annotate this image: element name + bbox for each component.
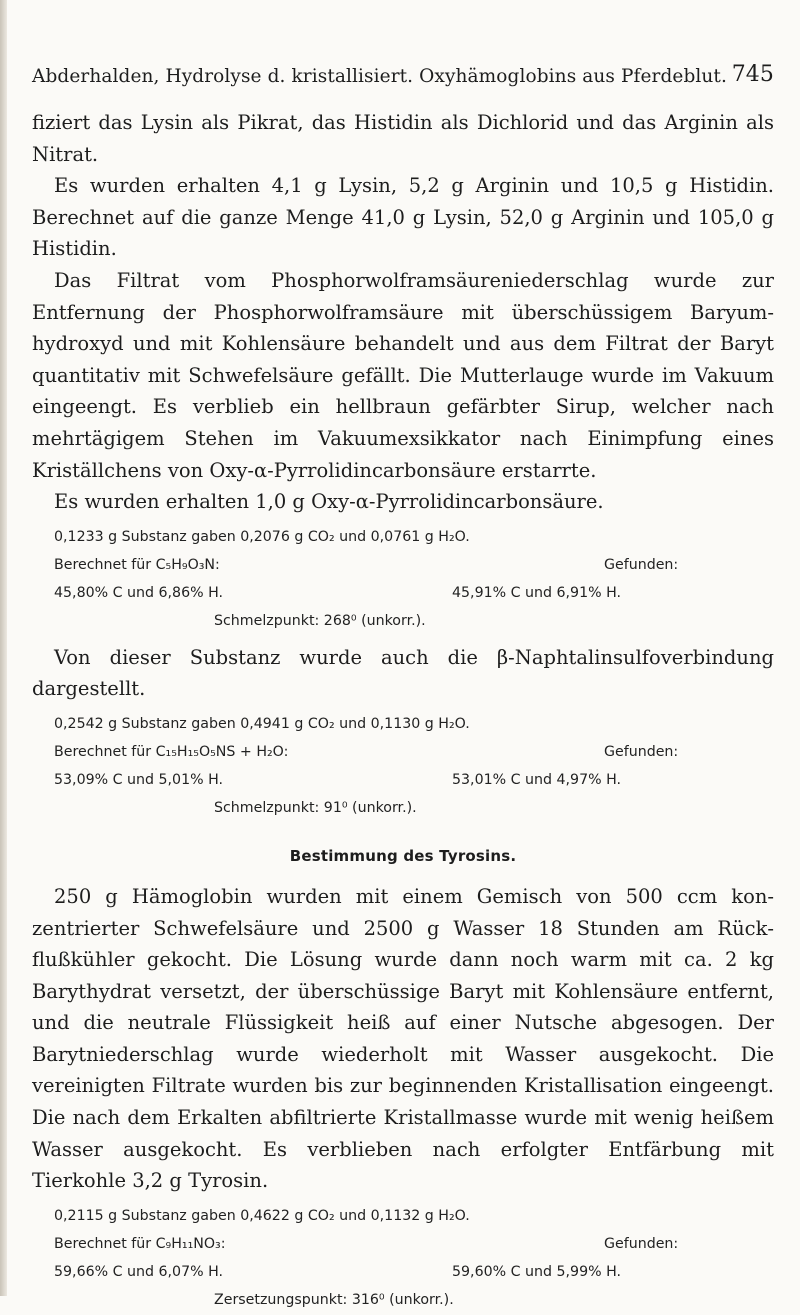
section-heading: Bestimmung des Tyrosins.	[289, 846, 517, 865]
found-label: Gefunden:	[604, 743, 679, 760]
analysis-sample: 0,2115 g Substanz gaben 0,4622 g CO₂ und 0,1132 g H₂O.	[54, 1207, 470, 1224]
paragraph-6: 250 g Hämoglobin wurden mit einem Gemisch von 500 ccm konzentrierter Schwefelsäure und 2500 g Wasser 18 Stunden am Rückflußkühler gekocht. Die Lösung wurde dann noch warm mit ca. 2 kg Barythydrat versetzt, der überschüssige Baryt mit Kohlensäure entfernt, und die neutrale Flüssigkeit heiß auf einer Nutsche abgesogen. Der Barytniederschlag wurde wiederholt mit Wasser ausgekocht. Die vereinigten Filtrate wurden bis zur beginnenden Kristallisation eingeengt. Die nach dem Erkalten abfiltrierte Kristallmasse wurde mit wenig heißem Wasser ausgekocht. Es verblieben nach erfolgter Entfärbung mit Tierkohle 3,2 g Tyrosin.	[32, 884, 774, 1193]
calculated-values: 59,66% C und 6,07% H.	[54, 1263, 224, 1280]
found-label: Gefunden:	[604, 556, 679, 573]
found-values: 53,01% C und 4,97% H.	[452, 771, 622, 788]
found-label: Gefunden:	[604, 1235, 679, 1252]
calculated-values: 53,09% C und 5,01% H.	[54, 771, 224, 788]
paragraph-4: Es wurden erhalten 1,0 g Oxy-α-Pyrrolidincarbonsäure.	[54, 490, 604, 514]
analysis-sample: 0,2542 g Substanz gaben 0,4941 g CO₂ und 0,1130 g H₂O.	[54, 715, 470, 732]
running-title: Abderhalden, Hydrolyse d. kristallisiert. Oxyhämoglobins aus Pferdeblut.	[32, 66, 727, 87]
running-header	[32, 62, 774, 92]
analysis-block-1	[32, 524, 774, 636]
paragraph-1: fiziert das Lysin als Pikrat, das Histidin als Dichlorid und das Arginin als Nitrat.	[32, 111, 774, 166]
melting-point: Schmelzpunkt: 268⁰ (unkorr.).	[214, 612, 426, 629]
found-values: 59,60% C und 5,99% H.	[452, 1263, 622, 1280]
paragraph-5: Von dieser Substanz wurde auch die β-Naphtalinsulfoverbindung dargestellt.	[32, 645, 774, 701]
decomposition-point: Zersetzungspunkt: 316⁰ (unkorr.).	[214, 1291, 454, 1308]
page-number: 745	[731, 62, 774, 87]
analysis-block-2	[32, 711, 774, 823]
calculated-values: 45,80% C und 6,86% H.	[54, 584, 224, 601]
melting-point: Schmelzpunkt: 91⁰ (unkorr.).	[214, 799, 417, 816]
calculated-label: Berechnet für C₉H₁₁NO₃:	[54, 1235, 226, 1252]
paragraph-3: Das Filtrat vom Phosphorwolframsäureniederschlag wurde zur Entfernung der Phosphorwolframsäure mit überschüssigem Baryumhydroxyd und mit Kohlensäure behandelt und aus dem Filtrat der Baryt quantitativ mit Schwefelsäure gefällt. Die Mutterlauge wurde im Vakuum eingeengt. Es verblieb ein hellbraun gefärbter Sirup, welcher nach mehrtägigem Stehen im Vakuumexsikkator nach Einimpfung eines Kriställchens von Oxy-α-Pyrrolidincarbonsäure erstarrte.	[32, 268, 774, 482]
analysis-block-3	[32, 1203, 774, 1315]
calculated-label: Berechnet für C₁₅H₁₅O₅NS + H₂O:	[54, 743, 289, 760]
paragraph-2: Es wurden erhalten 4,1 g Lysin, 5,2 g Arginin und 10,5 g Histidin. Berechnet auf die ganze Menge 41,0 g Lysin, 52,0 g Arginin und 105,0 g Histidin.	[32, 174, 774, 261]
found-values: 45,91% C und 6,91% H.	[452, 584, 622, 601]
page-edge-shadow	[0, 0, 7, 1296]
page-body	[32, 107, 774, 1315]
analysis-sample: 0,1233 g Substanz gaben 0,2076 g CO₂ und 0,0761 g H₂O.	[54, 528, 470, 545]
calculated-label: Berechnet für C₅H₉O₃N:	[54, 556, 220, 573]
